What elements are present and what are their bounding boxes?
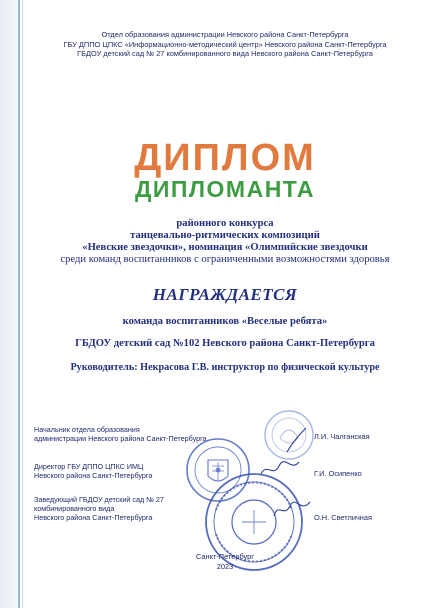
- diploma-content: [24, 0, 426, 608]
- signature-title-2: [34, 463, 152, 481]
- decorative-border-band: [0, 0, 17, 608]
- signature-1-title-line-2: администрации Невского района Санкт-Петербурга: [34, 433, 207, 443]
- signature-title-1: [34, 426, 207, 444]
- decorative-border-line: [18, 0, 20, 608]
- contest-line-4: среди команд воспитанников с ограниченными возможностями здоровья: [60, 254, 390, 265]
- decorative-border-line-thin: [22, 0, 23, 608]
- issue-place-date: [24, 552, 426, 572]
- contest-line-1: районного конкурса: [176, 218, 274, 229]
- signature-2-title-line-2: Невского района Санкт-Петербурга: [34, 470, 153, 480]
- signature-3-title-line-3: Невского района Санкт-Петербурга: [34, 512, 153, 522]
- diploma-title: ДИПЛОМ: [134, 137, 316, 179]
- school-name: ГБДОУ детский сад №102 Невского района Санкт-Петербурга: [75, 338, 375, 349]
- award-heading: НАГРАЖДАЕТСЯ: [152, 285, 298, 304]
- team-name: команда воспитанников «Веселые ребята»: [122, 316, 328, 327]
- signature-3-title-line-2: комбинированного вида: [34, 503, 115, 513]
- diploma-subtitle: ДИПЛОМАНТА: [134, 176, 316, 202]
- contest-line-3: «Невские звездочки», номинация «Олимпийские звездочки: [82, 242, 368, 253]
- signature-mark-3: [272, 496, 312, 522]
- signature-3-name: О.Н. Светличная: [314, 513, 372, 522]
- signature-3-title-line-1: Заведующий ГБДОУ детский сад № 27: [34, 495, 164, 504]
- contest-line-2: танцевально-ритмических композиций: [130, 230, 320, 241]
- issuer-line-3: ГБДОУ детский сад № 27 комбинированного вида Невского района Санкт-Петербурга: [77, 49, 373, 59]
- contest-description: [24, 218, 426, 266]
- signature-2-title-line-1: Директор ГБУ ДППО ЦПКС ИМЦ: [34, 462, 144, 471]
- issue-city: Санкт-Петербург: [196, 552, 254, 561]
- issuer-line-2: ГБУ ДППО ЦПКС «Информационно-методический центр» Невского района Санкт-Петербурга: [63, 39, 387, 49]
- issuer-line-1: Отдел образования администрации Невского района Санкт-Петербурга: [101, 30, 349, 39]
- signature-title-3: [34, 496, 164, 522]
- signature-1-name: Л.И. Чалганская: [314, 432, 370, 441]
- stamp-1: [262, 408, 316, 462]
- issue-year: 2023: [216, 562, 234, 571]
- signature-2-name: Г.И. Осипенко: [314, 469, 362, 478]
- signature-1-title-line-1: Начальник отдела образования: [34, 425, 140, 434]
- team-leader: Руководитель: Некрасова Г.В. инструктор по физической культуре: [70, 362, 380, 373]
- issuer-header: [24, 30, 426, 59]
